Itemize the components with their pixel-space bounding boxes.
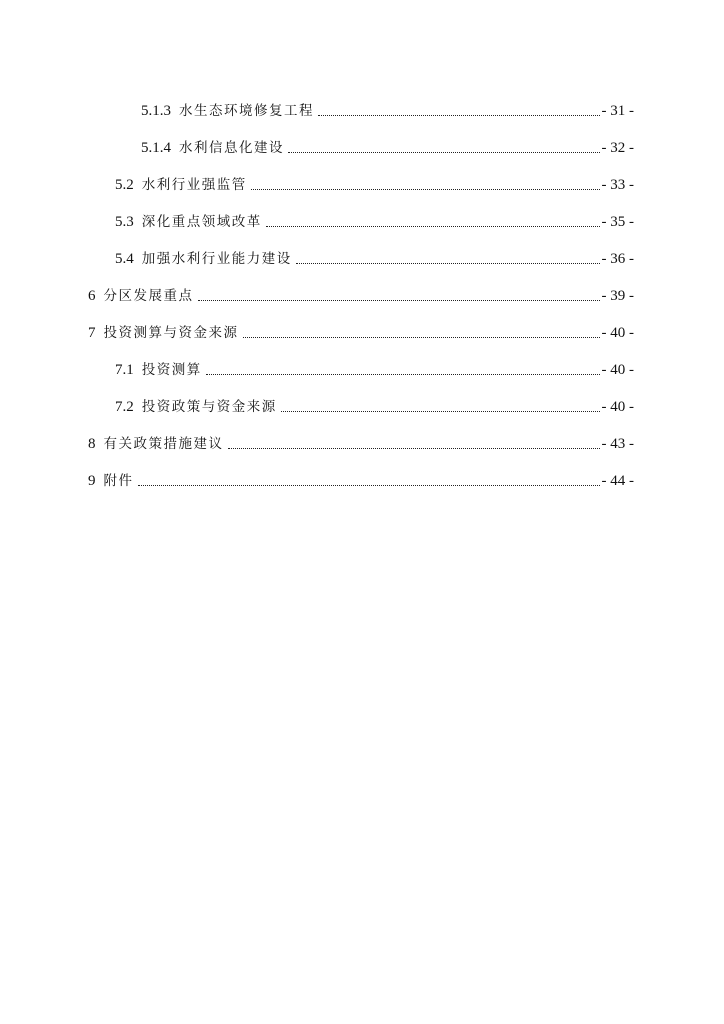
toc-entry-page: - 31 - — [601, 102, 634, 119]
toc-entry-number: 9 — [88, 472, 96, 489]
toc-dot-leader — [251, 189, 600, 190]
toc-entry-page: - 40 - — [601, 398, 634, 415]
toc-entry-number: 7.1 — [115, 361, 134, 378]
toc-entry-5-2[interactable] — [0, 166, 724, 203]
toc-entry-title: 投资测算与资金来源 — [103, 324, 239, 341]
toc-entry-8[interactable] — [0, 425, 724, 462]
toc-entry-number: 8 — [88, 435, 96, 452]
toc-entry-page: - 40 - — [601, 324, 634, 341]
toc-entry-5-4[interactable] — [0, 240, 724, 277]
toc-entry-title: 投资政策与资金来源 — [141, 398, 277, 415]
toc-entry-page: - 39 - — [601, 287, 634, 304]
toc-dot-leader — [243, 337, 600, 338]
toc-entry-5-3[interactable] — [0, 203, 724, 240]
toc-entry-number: 5.1.3 — [141, 102, 171, 119]
toc-entry-title: 投资测算 — [141, 361, 202, 378]
toc-entry-number: 5.4 — [115, 250, 134, 267]
toc-entry-number: 7.2 — [115, 398, 134, 415]
toc-dot-leader — [288, 152, 600, 153]
toc-entry-page: - 36 - — [601, 250, 634, 267]
toc-entry-number: 5.1.4 — [141, 139, 171, 156]
toc-entry-title: 分区发展重点 — [103, 287, 194, 304]
toc-entry-page: - 35 - — [601, 213, 634, 230]
toc-entry-7-1[interactable] — [0, 351, 724, 388]
toc-dot-leader — [318, 115, 600, 116]
toc-dot-leader — [281, 411, 600, 412]
toc-entry-page: - 44 - — [601, 472, 634, 489]
toc-dot-leader — [296, 263, 600, 264]
toc-dot-leader — [198, 300, 600, 301]
toc-entry-title: 水生态环境修复工程 — [179, 102, 314, 119]
table-of-contents — [0, 92, 724, 499]
toc-entry-title: 有关政策措施建议 — [103, 435, 224, 452]
toc-entry-title: 附件 — [103, 472, 134, 489]
toc-entry-5-1-3[interactable] — [0, 92, 724, 129]
toc-entry-number: 5.2 — [115, 176, 134, 193]
toc-entry-title: 水利行业强监管 — [141, 176, 247, 193]
toc-entry-9[interactable] — [0, 462, 724, 499]
toc-entry-page: - 40 - — [601, 361, 634, 378]
toc-entry-7-2[interactable] — [0, 388, 724, 425]
toc-entry-7[interactable] — [0, 314, 724, 351]
toc-entry-number: 6 — [88, 287, 96, 304]
toc-dot-leader — [266, 226, 600, 227]
toc-dot-leader — [228, 448, 600, 449]
toc-entry-title: 深化重点领域改革 — [141, 213, 262, 230]
toc-entry-page: - 33 - — [601, 176, 634, 193]
toc-entry-title: 水利信息化建设 — [179, 139, 284, 156]
toc-entry-number: 7 — [88, 324, 96, 341]
toc-entry-page: - 43 - — [601, 435, 634, 452]
toc-entry-6[interactable] — [0, 277, 724, 314]
toc-dot-leader — [206, 374, 600, 375]
toc-entry-page: - 32 - — [601, 139, 634, 156]
toc-entry-title: 加强水利行业能力建设 — [141, 250, 292, 267]
toc-entry-5-1-4[interactable] — [0, 129, 724, 166]
toc-dot-leader — [138, 485, 600, 486]
toc-entry-number: 5.3 — [115, 213, 134, 230]
